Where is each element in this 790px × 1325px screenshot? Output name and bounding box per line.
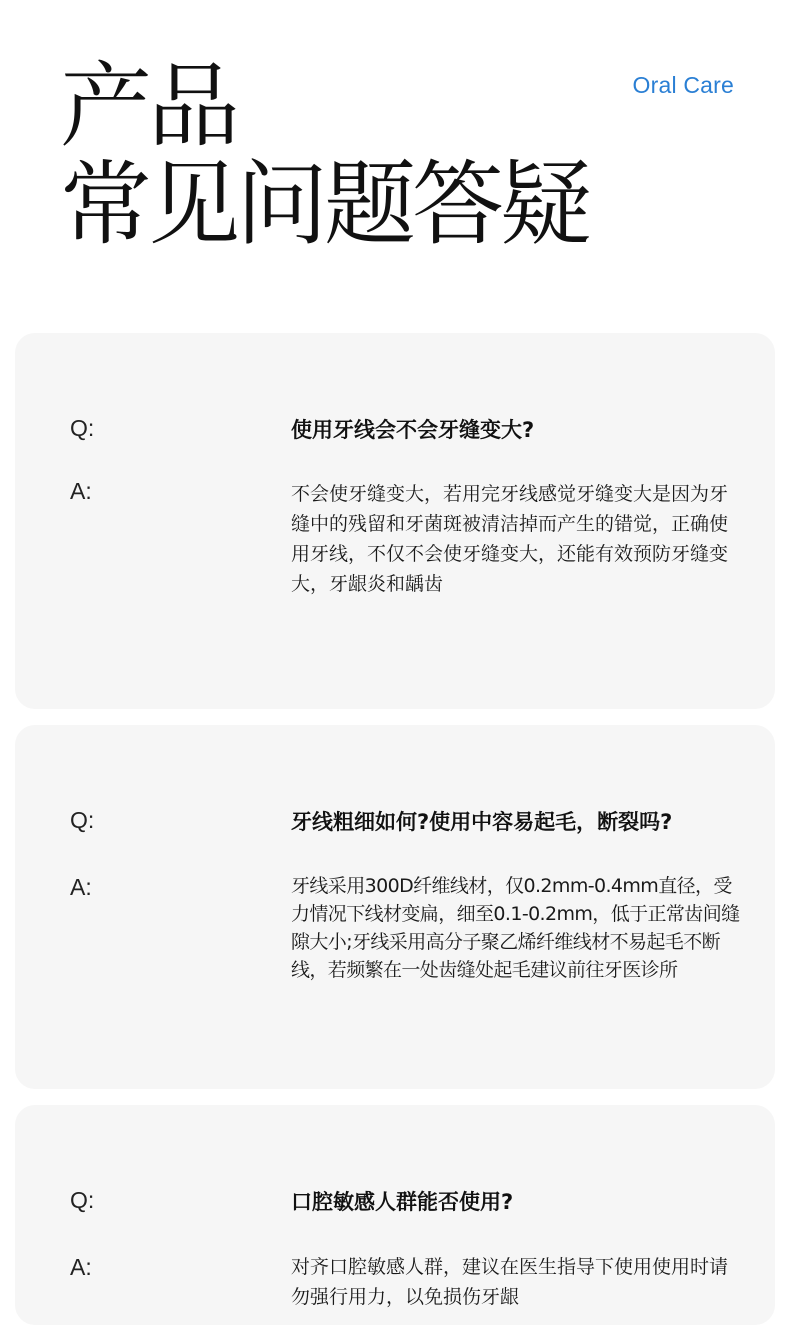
question-text: 口腔敏感人群能否使用? [291, 1190, 514, 1214]
answer-label: A: [70, 478, 92, 504]
faq-card-3 [15, 1105, 775, 1325]
page-title-line-1: 产品 [60, 53, 237, 160]
page-title [60, 53, 589, 258]
faq-card-1 [15, 333, 775, 709]
question-label: Q: [70, 807, 95, 833]
answer-text: 牙线采用300D纤维线材，仅0.2mm-0.4mm直径，受力情况下线材变扁，细至0.1-0.2mm，低于正常齿间缝隙大小;牙线采用高分子聚乙烯纤维线材不易起毛不断线，若频繁在一处齿缝处起毛建议前往牙医诊所 [291, 875, 740, 981]
answer-text: 对齐口腔敏感人群，建议在医生指导下使用使用时请勿强行用力，以免损伤牙龈 [291, 1256, 729, 1308]
question-text: 使用牙线会不会牙缝变大? [291, 418, 535, 442]
question-label: Q: [70, 1187, 95, 1213]
answer-label: A: [70, 874, 92, 900]
page-title-line-2: 常见问题答疑 [60, 151, 589, 258]
answer-text: 不会使牙缝变大，若用完牙线感觉牙缝变大是因为牙缝中的残留和牙菌斑被清洁掉而产生的错觉，正确使用牙线，不仅不会使牙缝变大，还能有效预防牙缝变大，牙龈炎和龋齿 [291, 483, 729, 595]
answer-label: A: [70, 1254, 92, 1280]
question-text: 牙线粗细如何?使用中容易起毛，断裂吗? [291, 810, 673, 834]
faq-card-2 [15, 725, 775, 1089]
question-label: Q: [70, 415, 95, 441]
brand-label: Oral Care [632, 72, 734, 98]
